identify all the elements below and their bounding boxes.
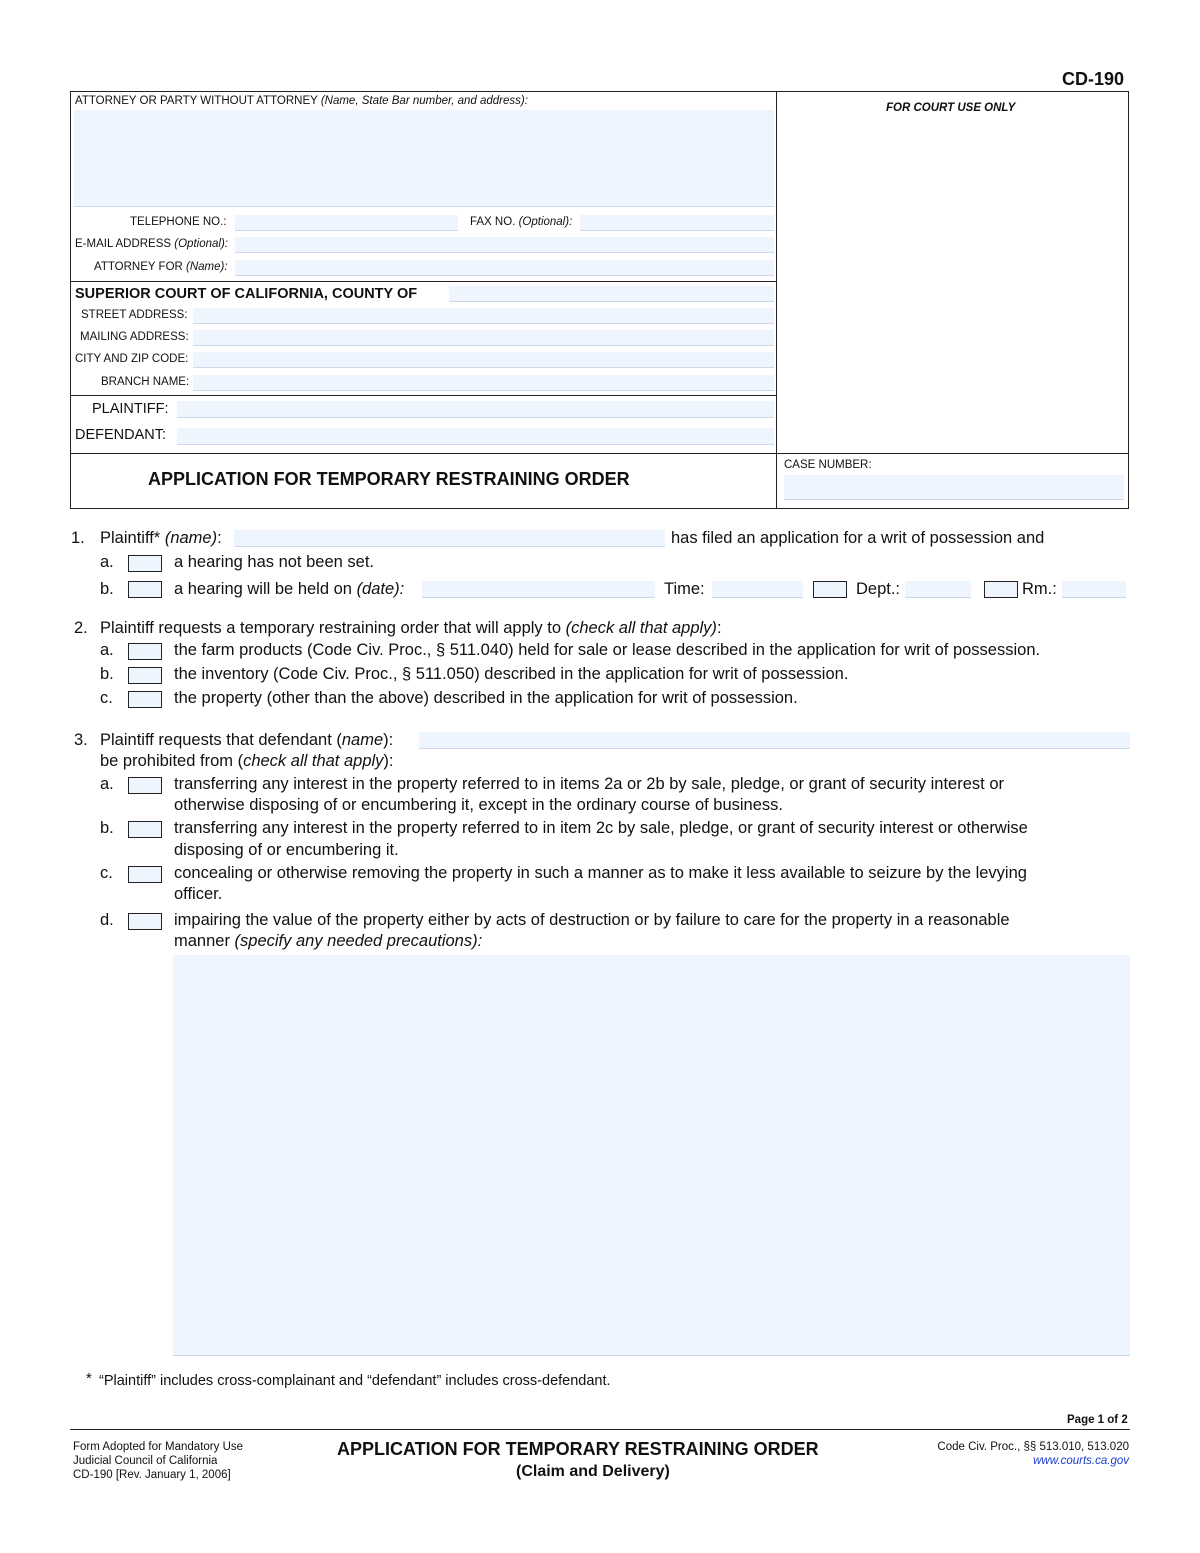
item2a-checkbox[interactable] (128, 643, 162, 660)
court-use-only: FOR COURT USE ONLY (886, 102, 1016, 114)
precautions-textarea[interactable] (173, 955, 1130, 1356)
rm-field[interactable] (1062, 581, 1126, 598)
item3d-checkbox[interactable] (128, 913, 162, 930)
item1b-date-hint: (date): (356, 580, 405, 598)
item3c-line1: concealing or otherwise removing the property in such a manner as to make it less available to seizure by the levying (174, 864, 1027, 882)
item3b-checkbox[interactable] (128, 821, 162, 838)
item3d-hint: (specify any needed precautions): (234, 932, 483, 950)
item1b-text: a hearing will be held on (174, 580, 352, 598)
item2a-text: the farm products (Code Civ. Proc., § 511.040) held for sale or lease described in the application for writ of possession. (174, 641, 1041, 659)
item2c-letter: c. (100, 689, 113, 707)
city-zip-label: CITY AND ZIP CODE: (75, 353, 189, 365)
item1-tail: has filed an application for a writ of possession and (671, 529, 1045, 547)
footer-title: APPLICATION FOR TEMPORARY RESTRAINING ORDER (337, 1439, 819, 1459)
footer-council: Judicial Council of California (73, 1455, 218, 1467)
telephone-field[interactable] (235, 215, 458, 231)
item2a-letter: a. (100, 641, 114, 659)
fax-label: FAX NO. (470, 216, 516, 228)
item2-colon: : (716, 619, 722, 637)
mailing-address-label: MAILING ADDRESS: (80, 331, 189, 343)
item3-line2: be prohibited from ( (100, 752, 244, 770)
item3-name-hint: name (341, 731, 384, 749)
item1-name-hint: (name) (164, 529, 218, 547)
footer-subtitle: (Claim and Delivery) (516, 1463, 670, 1480)
county-field[interactable] (449, 286, 774, 302)
item3-lead: Plaintiff requests that defendant ( (100, 731, 342, 749)
dept-checkbox[interactable] (813, 581, 847, 598)
footer-code: Code Civ. Proc., §§ 513.010, 513.020 (937, 1441, 1129, 1453)
item1a-text: a hearing has not been set. (174, 553, 374, 571)
defendant-field[interactable] (177, 428, 774, 445)
footnote-star: * (86, 1370, 92, 1387)
footer-revision: CD-190 [Rev. January 1, 2006] (73, 1469, 231, 1481)
email-label: E-MAIL ADDRESS (75, 238, 172, 250)
dept-field[interactable] (905, 581, 971, 598)
telephone-label: TELEPHONE NO.: (130, 216, 227, 228)
item3d-line1: impairing the value of the property either by acts of destruction or by failure to care for the property in a reasonable (174, 911, 1010, 929)
item1-number: 1. (71, 529, 85, 547)
item3b-letter: b. (100, 819, 114, 837)
rm-label: Rm.: (1022, 580, 1057, 598)
footer-adopted: Form Adopted for Mandatory Use (73, 1441, 244, 1453)
case-number-label: CASE NUMBER: (784, 459, 872, 471)
attorney-for-label: ATTORNEY FOR (94, 261, 183, 273)
item3a-letter: a. (100, 775, 114, 793)
branch-name-label: BRANCH NAME: (101, 376, 190, 388)
item2c-checkbox[interactable] (128, 691, 162, 708)
fax-optional: (Optional): (518, 216, 573, 228)
attorney-for-field[interactable] (235, 260, 774, 276)
item2-hint: (check all that apply) (565, 619, 717, 637)
attorney-address-field[interactable] (74, 110, 774, 207)
item1-colon: : (217, 529, 222, 547)
fax-field[interactable] (580, 215, 774, 231)
item1b-letter: b. (100, 580, 114, 598)
form-title: APPLICATION FOR TEMPORARY RESTRAINING ORDER (148, 469, 630, 489)
item3a-checkbox[interactable] (128, 777, 162, 794)
hearing-time-field[interactable] (712, 581, 803, 598)
plaintiff-field[interactable] (177, 401, 774, 418)
street-address-field[interactable] (193, 308, 774, 324)
item3-line2-hint: check all that apply (243, 752, 384, 770)
item3d-letter: d. (100, 911, 114, 929)
item1-plaintiff-name-field[interactable] (234, 530, 665, 547)
footnote-text: “Plaintiff” includes cross-complainant and “defendant” includes cross-defendant. (99, 1373, 611, 1389)
item1-lead: Plaintiff* (100, 529, 161, 547)
hearing-date-field[interactable] (422, 581, 655, 598)
attorney-label: ATTORNEY OR PARTY WITHOUT ATTORNEY (75, 95, 318, 107)
form-number: CD-190 (1062, 69, 1125, 89)
case-number-field[interactable] (784, 475, 1124, 500)
item2b-letter: b. (100, 665, 114, 683)
item3a-line2: otherwise disposing of or encumbering it, except in the ordinary course of business. (174, 796, 783, 814)
attorney-label-note: (Name, State Bar number, and address): (320, 95, 528, 107)
item3-line2-end: ): (383, 752, 394, 770)
dept-label: Dept.: (856, 580, 901, 598)
attorney-for-name-hint: (Name): (186, 261, 228, 273)
defendant-name-field[interactable] (419, 732, 1130, 749)
item2b-checkbox[interactable] (128, 667, 162, 684)
footer-website-link[interactable]: www.courts.ca.gov (1033, 1455, 1129, 1467)
item2b-text: the inventory (Code Civ. Proc., § 511.050) described in the application for writ of possession. (174, 665, 849, 683)
email-field[interactable] (235, 237, 774, 253)
item3c-line2: officer. (174, 885, 223, 903)
item2-number: 2. (74, 619, 88, 637)
mailing-address-field[interactable] (193, 330, 774, 346)
email-optional: (Optional): (174, 238, 228, 250)
item3b-line1: transferring any interest in the property referred to in item 2c by sale, pledge, or grant of security interest or otherwise (174, 819, 1028, 837)
time-label: Time: (664, 580, 705, 598)
item3-number: 3. (74, 731, 88, 749)
item2c-text: the property (other than the above) described in the application for writ of possession. (174, 689, 798, 707)
item2-lead: Plaintiff requests a temporary restraining order that will apply to (100, 619, 562, 637)
street-address-label: STREET ADDRESS: (81, 309, 188, 321)
item3c-checkbox[interactable] (128, 866, 162, 883)
item1a-letter: a. (100, 553, 114, 571)
page-number: Page 1 of 2 (1067, 1414, 1128, 1426)
item3a-line1: transferring any interest in the property referred to in items 2a or 2b by sale, pledge, or grant of security interest or (174, 775, 1004, 793)
item3-lead-end: ): (383, 731, 394, 749)
defendant-label: DEFENDANT: (75, 427, 167, 443)
item3d-line2: manner (174, 932, 230, 950)
plaintiff-label: PLAINTIFF: (92, 401, 169, 417)
item1a-checkbox[interactable] (128, 555, 162, 572)
rm-checkbox[interactable] (984, 581, 1018, 598)
branch-name-field[interactable] (193, 375, 774, 391)
city-zip-field[interactable] (193, 352, 774, 368)
item1b-checkbox[interactable] (128, 581, 162, 598)
item3c-letter: c. (100, 864, 113, 882)
court-title: SUPERIOR COURT OF CALIFORNIA, COUNTY OF (75, 286, 418, 302)
item3b-line2: disposing of or encumbering it. (174, 841, 399, 859)
